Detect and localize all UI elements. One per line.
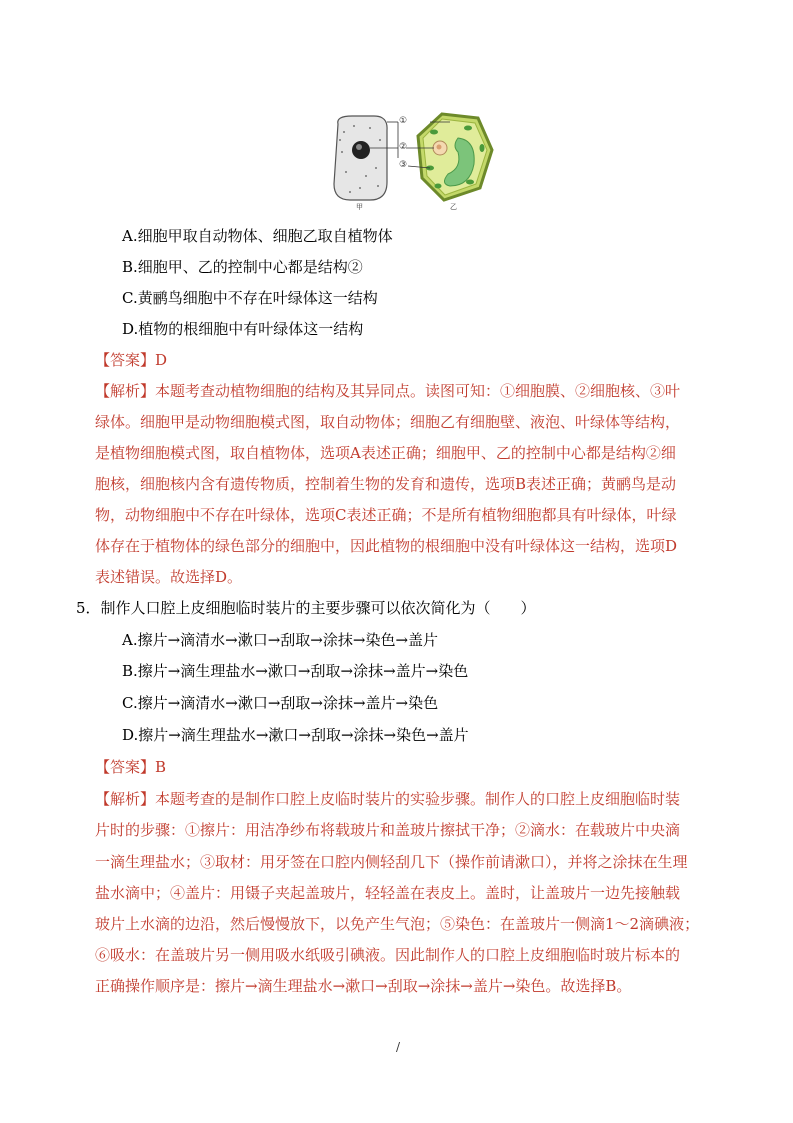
q4-answer: 【答案】D — [95, 351, 168, 369]
q4-analysis-line: 物，动物细胞中不存在叶绿体，选项C表述正确；不是所有植物细胞都具有叶绿体，叶绿 — [95, 506, 677, 524]
q4-analysis-line: 体存在于植物体的绿色部分的细胞中，因此植物的根细胞中没有叶绿体这一结构，选项D — [95, 537, 678, 555]
page-footer-mark: / — [396, 1040, 401, 1054]
q4-analysis-line: 是植物细胞模式图，取自植物体，选项A表述正确；细胞甲、乙的控制中心都是结构②细 — [95, 444, 676, 462]
q5-option-b: B.擦片→滴生理盐水→漱口→刮取→涂抹→盖片→染色 — [122, 662, 469, 680]
marker-3: ③ — [399, 160, 408, 170]
figure-label-b: 乙 — [450, 203, 457, 211]
q5-analysis-line: 一滴生理盐水；③取材：用牙签在口腔内侧轻刮几下（操作前请漱口），并将之涂抹在生理 — [95, 853, 688, 871]
q5-option-c: C.擦片→滴清水→漱口→刮取→涂抹→盖片→染色 — [122, 694, 439, 712]
cell-diagram — [330, 112, 500, 212]
q5-stem: 5．制作人口腔上皮细胞临时装片的主要步骤可以依次简化为（ ） — [76, 599, 536, 617]
animal-cell-nucleus — [352, 141, 370, 159]
q4-option-c: C.黄鹂鸟细胞中不存在叶绿体这一结构 — [122, 289, 378, 307]
q5-analysis-line: 【解析】本题考查的是制作口腔上皮临时装片的实验步骤。制作人的口腔上皮细胞临时装 — [95, 790, 681, 808]
q4-analysis-line: 【解析】本题考查动植物细胞的结构及其异同点。读图可知：①细胞膜、②细胞核、③叶 — [95, 382, 681, 400]
q4-analysis-line: 表述错误。故选择D。 — [95, 568, 243, 586]
q4-option-a: A.细胞甲取自动物体、细胞乙取自植物体 — [122, 227, 393, 245]
marker-1: ① — [399, 116, 408, 126]
figure-label-a: 甲 — [356, 203, 363, 211]
q5-option-d: D.擦片→滴生理盐水→漱口→刮取→涂抹→染色→盖片 — [122, 726, 469, 744]
q4-analysis-line: 绿体。细胞甲是动物细胞模式图，取自动物体；细胞乙有细胞壁、液泡、叶绿体等结构， — [95, 413, 681, 431]
cell-diagram-graphic — [330, 112, 500, 212]
q5-analysis-line: 盐水滴中；④盖片：用镊子夹起盖玻片，轻轻盖在表皮上。盖时，让盖玻片一边先接触载 — [95, 884, 681, 902]
q4-analysis-line: 胞核，细胞核内含有遗传物质，控制着生物的发育和遗传，选项B表述正确；黄鹂鸟是动 — [95, 475, 677, 493]
q4-option-b: B.细胞甲、乙的控制中心都是结构② — [122, 258, 363, 276]
q5-answer: 【答案】B — [95, 758, 167, 776]
q5-analysis-line: 玻片上水滴的边沿，然后慢慢放下，以免产生气泡；⑤染色：在盖玻片一侧滴1～2滴碘液； — [95, 915, 700, 933]
q5-analysis-line: ⑥吸水：在盖玻片另一侧用吸水纸吸引碘液。因此制作人的口腔上皮细胞临时玻片标本的 — [95, 946, 681, 964]
q4-option-d: D.植物的根细胞中有叶绿体这一结构 — [122, 320, 364, 338]
q5-analysis-line: 片时的步骤：①擦片：用洁净纱布将载玻片和盖玻片擦拭干净；②滴水：在载玻片中央滴 — [95, 821, 681, 839]
marker-2: ② — [399, 142, 408, 152]
q5-option-a: A.擦片→滴清水→漱口→刮取→涂抹→染色→盖片 — [122, 631, 439, 649]
q5-analysis-line: 正确操作顺序是：擦片→滴生理盐水→漱口→刮取→涂抹→盖片→染色。故选择B。 — [95, 977, 632, 995]
